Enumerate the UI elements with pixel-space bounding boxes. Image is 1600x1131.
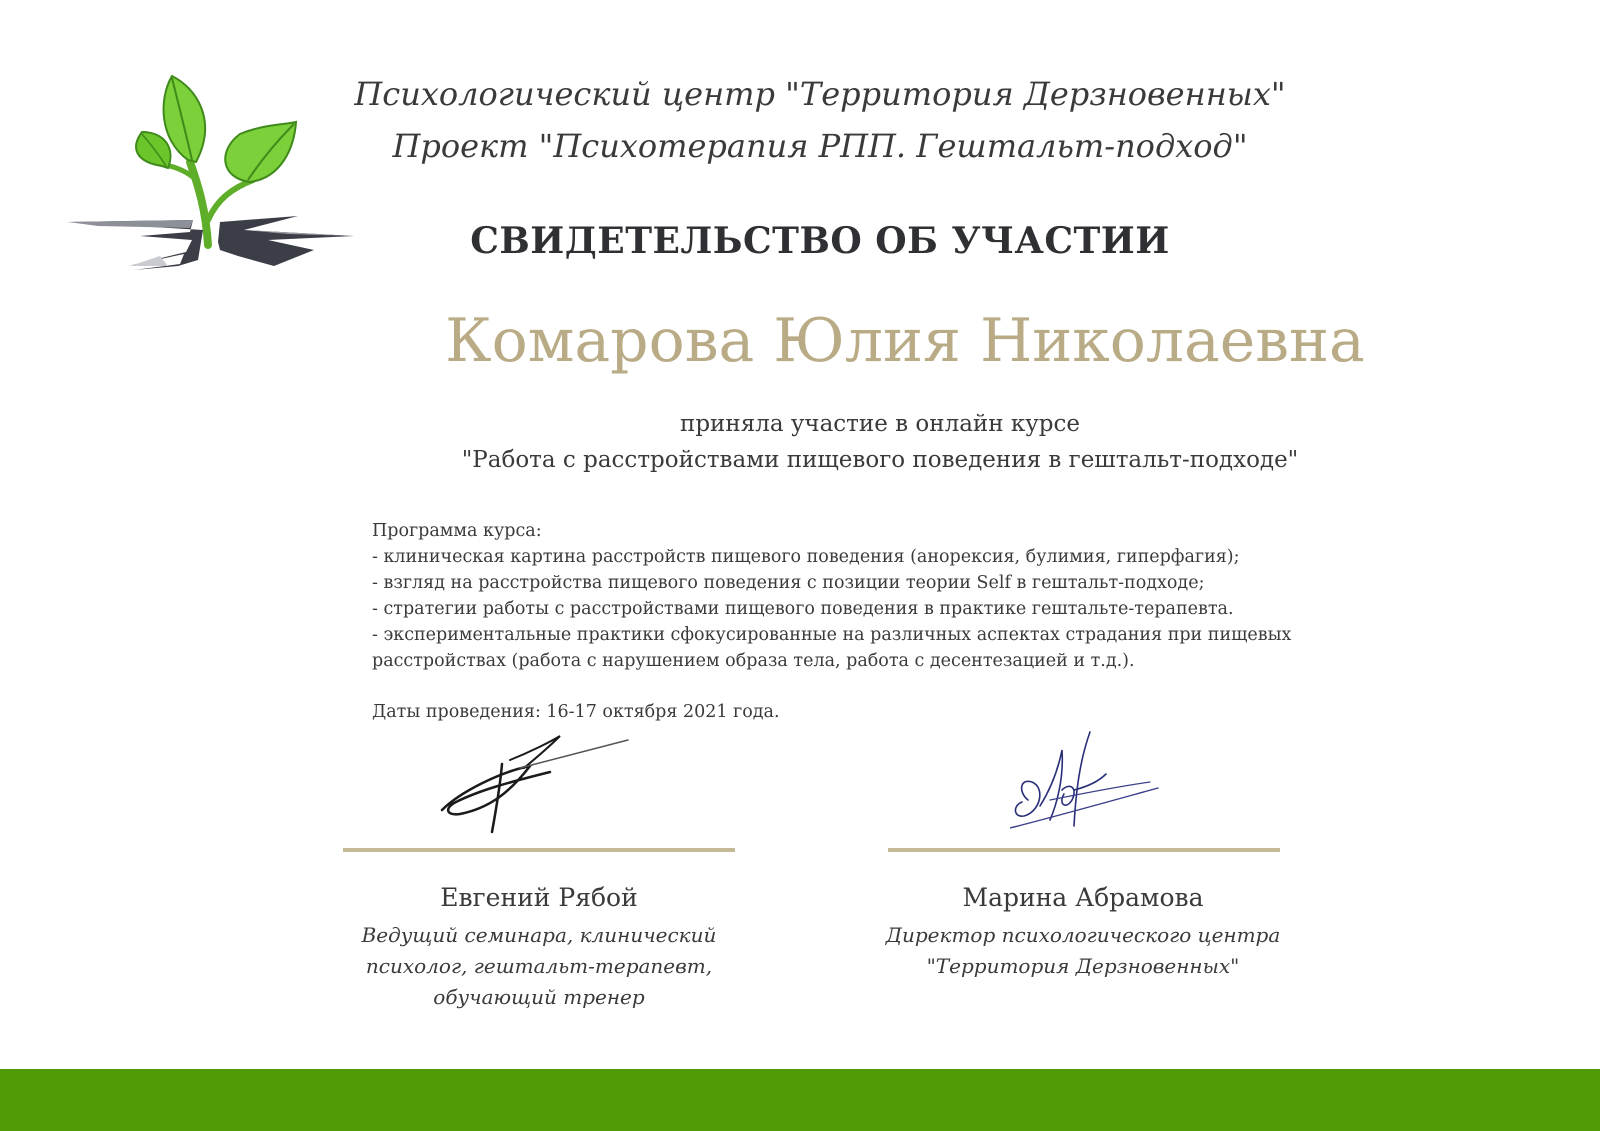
signature-line-2 — [888, 848, 1280, 852]
course-name: "Работа с расстройствами пищевого поведения в гештальт-подходе" — [461, 447, 1299, 473]
signer-1 — [309, 880, 769, 1013]
signer-role — [853, 920, 1313, 982]
signer-role-line: психолог, гештальт-терапевт, — [365, 954, 713, 978]
signature-line-1 — [343, 848, 735, 852]
signer-role-line: Ведущий семинара, клинический — [361, 923, 717, 947]
signer-role-line: Директор психологического центра — [885, 923, 1281, 947]
project-name: Проект "Психотерапия РПП. Гештальт-подход" — [392, 127, 1248, 165]
organization-name: Психологический центр "Территория Дерзновенных" — [354, 75, 1286, 113]
course-program — [372, 518, 1472, 674]
program-heading: Программа курса: — [372, 521, 542, 541]
program-item: - экспериментальные практики сфокусированные на различных аспектах страдания при пищевых — [372, 625, 1292, 645]
signature-1-image — [440, 732, 630, 837]
event-dates: Даты проведения: 16-17 октября 2021 года. — [372, 702, 780, 722]
signer-name: Марина Абрамова — [962, 883, 1204, 912]
header — [300, 68, 1340, 172]
signer-role-line: обучающий тренер — [433, 985, 645, 1009]
program-item: - взгляд на расстройства пищевого поведения с позиции теории Self в гештальт-подходе; — [372, 573, 1205, 593]
recipient-name: Комарова Юлия Николаевна — [445, 306, 1365, 376]
signer-role — [309, 920, 769, 1013]
participation-text — [330, 406, 1430, 478]
signer-role-line: "Территория Дерзновенных" — [926, 954, 1240, 978]
program-item: - клиническая картина расстройств пищевого поведения (анорексия, булимия, гиперфагия); — [372, 547, 1240, 567]
footer-bar — [0, 1069, 1600, 1131]
signer-2 — [853, 880, 1313, 982]
signer-name: Евгений Рябой — [440, 883, 638, 912]
program-item: расстройствах (работа с нарушением образа тела, работа с десентезацией и т.д.). — [372, 651, 1135, 671]
program-item: - стратегии работы с расстройствами пищевого поведения в практике гештальте-терапевта. — [372, 599, 1234, 619]
certificate-title: СВИДЕТЕЛЬСТВО ОБ УЧАСТИИ — [470, 220, 1170, 262]
signature-2-image — [1010, 730, 1160, 842]
participation-line: приняла участие в онлайн курсе — [679, 411, 1081, 437]
